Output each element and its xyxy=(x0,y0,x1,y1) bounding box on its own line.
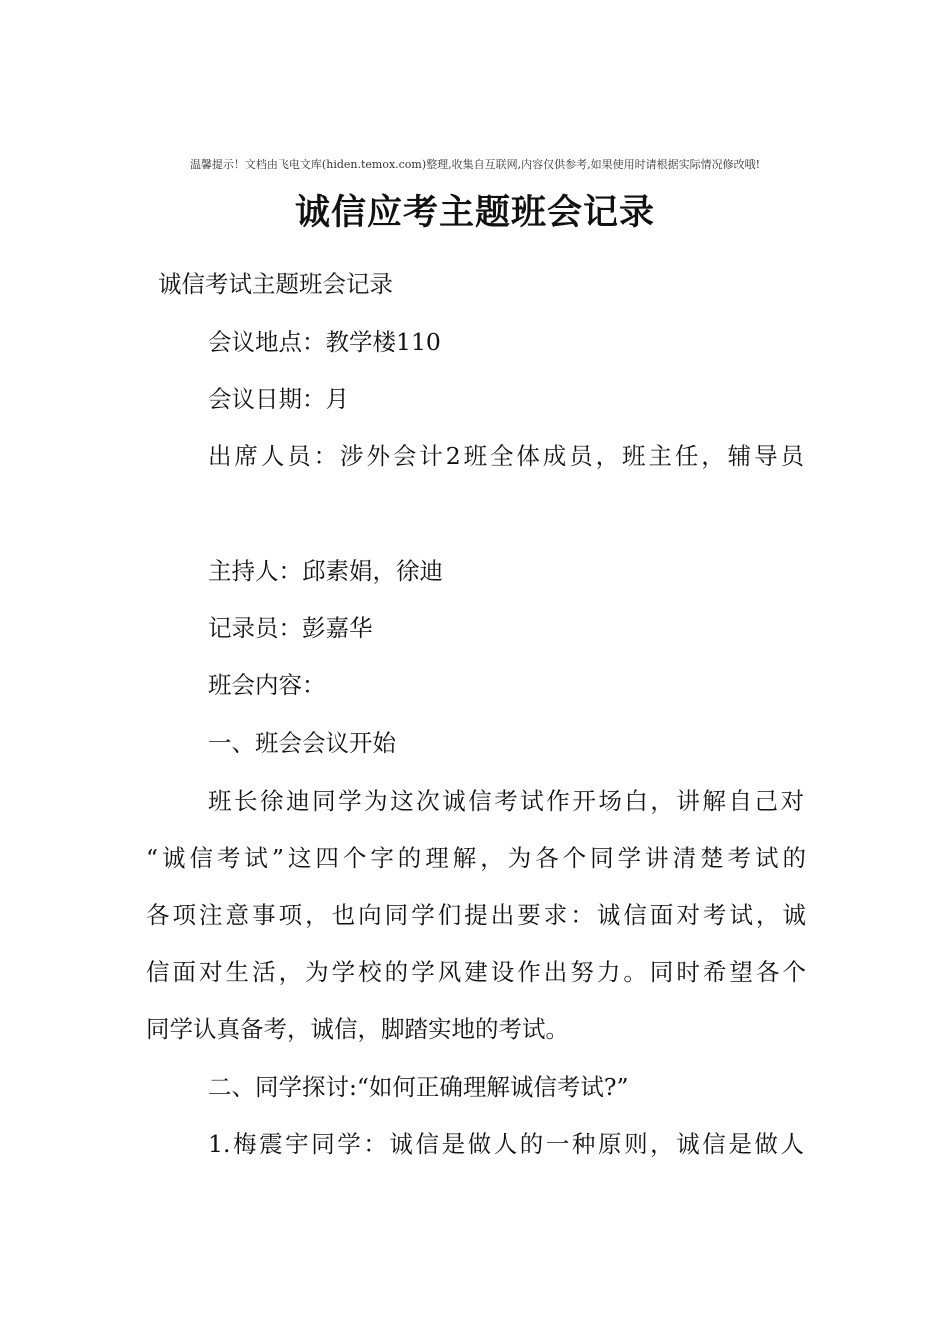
host: 主持人：邱素娟，徐迪 xyxy=(208,557,443,585)
paragraph-line: 同学认真备考，诚信，脚踏实地的考试。 xyxy=(146,1015,569,1043)
meeting-date: 会议日期：月 xyxy=(208,385,349,413)
attendees: 出席人员：涉外会计2班全体成员，班主任，辅导员 xyxy=(208,442,804,470)
subtitle: 诚信考试主题班会记录 xyxy=(158,270,393,298)
document-title: 诚信应考主题班会记录 xyxy=(294,192,655,233)
list-item-1: 1.梅震宇同学：诚信是做人的一种原则，诚信是做人 xyxy=(208,1130,804,1158)
paragraph-line: 信面对生活，为学校的学风建设作出努力。同时希望各个 xyxy=(146,958,806,986)
paragraph-line: 班长徐迪同学为这次诚信考试作开场白，讲解自己对 xyxy=(208,787,804,815)
disclaimer-notice: 温馨提示！文档由飞电文库(hiden.temox.com)整理,收集自互联网,内容仅供参考,如果使用时请根据实际情况修改哦! xyxy=(189,158,761,171)
paragraph-line: “诚信考试”这四个字的理解，为各个同学讲清楚考试的 xyxy=(146,844,806,872)
meeting-place: 会议地点：教学楼110 xyxy=(208,328,441,356)
content-heading: 班会内容： xyxy=(208,671,326,699)
section-heading-2: 二、同学探讨:“如何正确理解诚信考试?” xyxy=(208,1073,629,1101)
section-heading-1: 一、班会会议开始 xyxy=(208,729,396,757)
paragraph-line: 各项注意事项，也向同学们提出要求：诚信面对考试，诚 xyxy=(146,901,806,929)
recorder: 记录员：彭嘉华 xyxy=(208,614,373,642)
